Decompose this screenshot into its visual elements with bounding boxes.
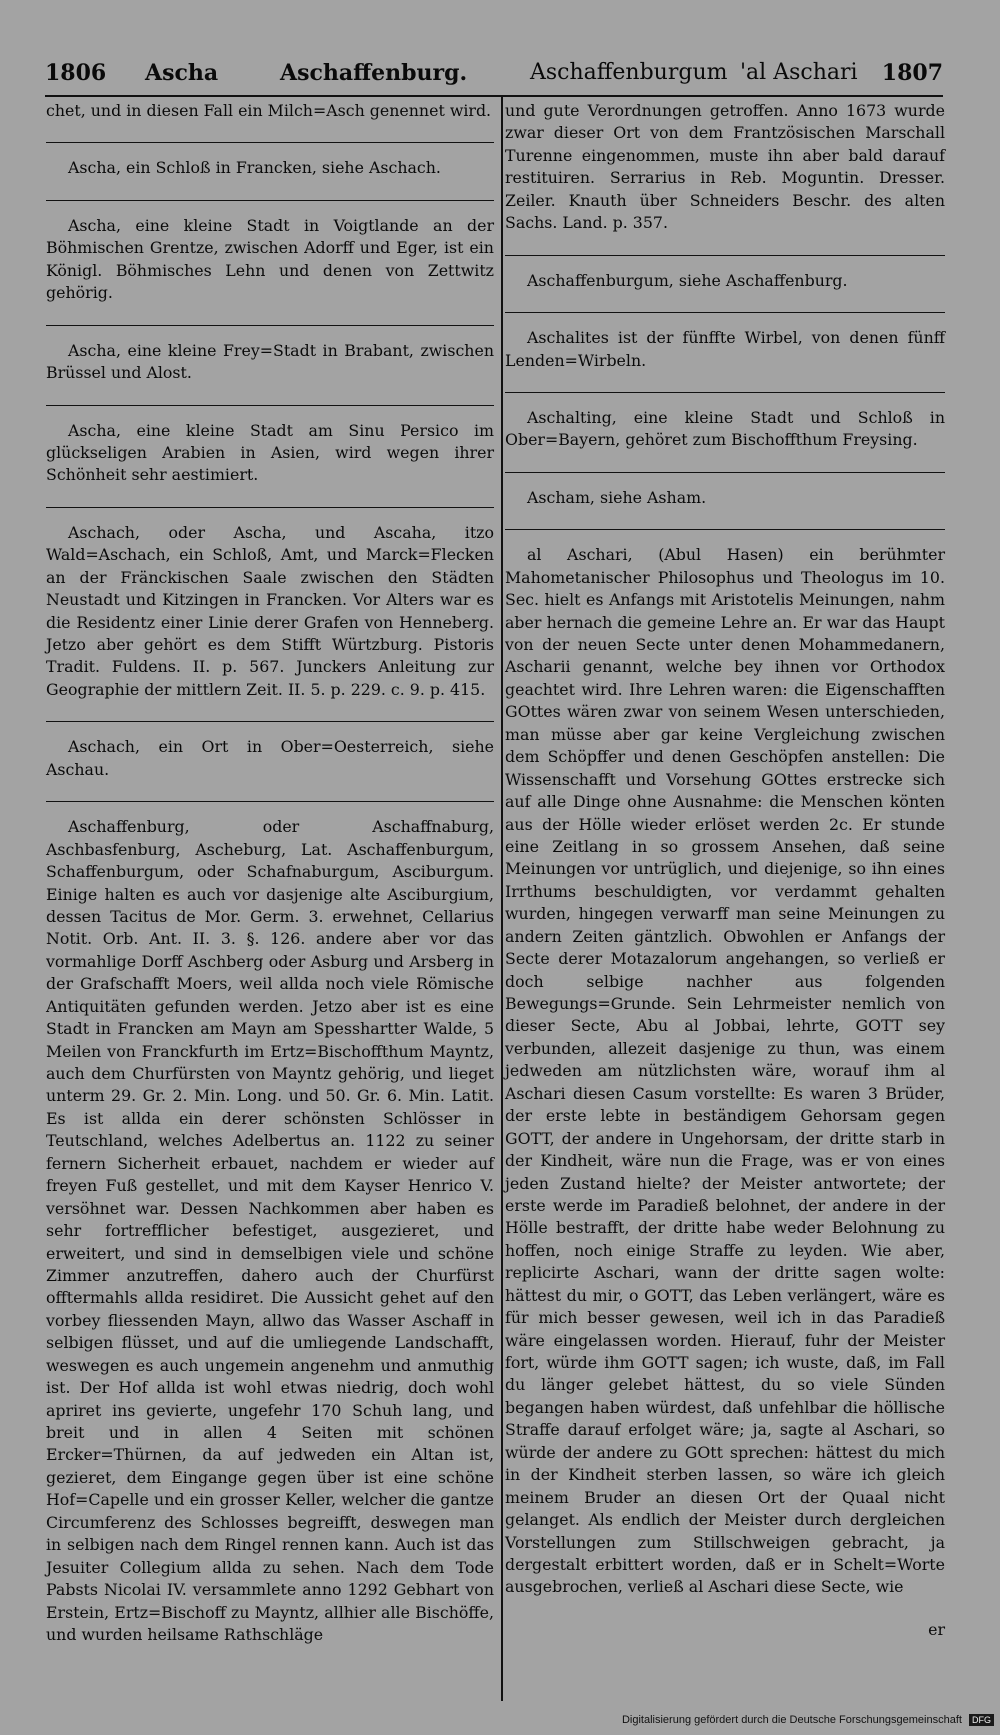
entry-separator [46,801,494,802]
column-divider [501,96,503,1701]
page-number-left: 1806 [45,60,107,86]
entry-paragraph: Ascha, eine kleine Stadt in Voigtlande an der Böhmischen Grentze, zwischen Adorff und Eger, ist ein Königl. Böhmisches Lehn und denen von Zettwitz gehörig. [46,215,494,303]
header-keyword-left-1: Ascha [145,60,219,86]
entry-separator [505,472,945,473]
entry-separator [46,200,494,201]
digitization-credit [622,1714,994,1726]
catchword: er [928,1619,945,1639]
entry-separator [505,312,945,313]
entry-separator [505,529,945,530]
entry-separator [505,255,945,256]
entry-paragraph: Aschaffenburgum, siehe Aschaffenburg. [527,270,848,290]
entry-separator [46,405,494,406]
entry-paragraph: Aschach, ein Ort in Ober=Oesterreich, siehe Aschau. [46,737,494,779]
left-column [46,100,494,1666]
entry-paragraph: chet, und in diesen Fall ein Milch=Asch genennet wird. [46,101,492,120]
entry-paragraph: und gute Verordnungen getroffen. Anno 1673 wurde zwar dieser Ort von dem Frantzösischen Marschall Turenne eingenommen, muste ihn aber bald darauf restituiren. Serrarius in Reb. Moguntin. Dresser. Zeiler. Knauth über Schneiders Beschr. des alten Sachs. Land. p. 357. [505,101,945,233]
header-rule [45,95,943,97]
dfg-logo: DFG [969,1714,994,1726]
header-keyword-right-1: Aschaffenburgum [530,60,728,85]
entry-paragraph: Aschalting, eine kleine Stadt und Schloß in Ober=Bayern, gehöret zum Bischoffthum Freysing. [505,407,945,450]
right-column [505,100,945,1661]
entry-paragraph: Aschalites ist der fünffte Wirbel, von denen fünff Lenden=Wirbeln. [505,328,945,370]
entry-separator [46,142,494,143]
credit-text: Digitalisierung gefördert durch die Deutsche Forschungsgemeinschaft [621,1714,962,1726]
entry-paragraph: Aschaffenburg, oder Aschaffnaburg, Aschbasfenburg, Ascheburg, Lat. Aschaffenburgum, Schaffenburgum, oder Schafnaburgum, Asciburgum. Einige halten es auch vor dasjenige alte Asciburgium, dessen Tacitus de Mor. Germ. 3. erwehnet, Cellarius Notit. Orb. Ant. II. 3. §. 126. andere aber vor das vormahlige Dorff Aschberg oder Asburg und Arsberg in der Grafschafft Moers, weil allda noch viele Römische Antiquitäten gefunden werden. Jetzo aber ist es eine Stadt in Francken am Mayn am Spesshartter Walde, 5 Meilen von Franckfurth im Ertz=Bischoffthum Mayntz, auch dem Churfürsten von Mayntz gehörig, und lieget unterm 29. Gr. 2. Min. Long. und 50. Gr. 6. Min. Latit. Es ist allda ein derer schönsten Schlösser in Teutschland, welches Adelbertus an. 1122 zu seiner fernern Sicherheit erbauet, nachdem er wieder auf freyen Fuß gestellet, und mit dem Kayser Henrico V. versöhnet war. Dessen Nachkommen aber haben es sehr fortrefflicher befestiget, ausgezieret, und erweitert, und sind in demselbigen viele und schöne Zimmer anzutreffen, dahero auch der Churfürst offtermahls allda residiret. Die Aussicht gehet auf den vorbey fliessenden Mayn, allwo das Wasser Aschaff in selbigen flüsset, und auf die umliegende Landschafft, weswegen es auch ungemein angenehm und anmuthig ist. Der Hof allda ist wohl etwas niedrig, doch wohl apriret ins gevierte, ungefehr 170 Schuh lang, und breit und in allen 4 Seiten mit schönen Ercker=Thürnen, da auf jedweden ein Altan ist, gezieret, dem Eingange gegen über ist eine schöne Hof=Capelle und ein grosser Keller, welcher die gantze Circumferenz des Schlosses begreifft, deswegen man in selbigen nach dem Ringel rennen kann. Auch ist das Jesuiter Collegium allda zu sehen. Nach dem Tode Pabsts Nicolai IV. versammlete anno 1292 Gebhart von Erstein, Ertz=Bischoff zu Mayntz, allhier alle Bischöffe, und wurden heilsame Rathschläge [46,817,494,1644]
entry-paragraph: Aschach, oder Ascha, und Ascaha, itzo Wald=Aschach, ein Schloß, Amt, und Marck=Flecken an der Fränckischen Saale zwischen den Städten Neustadt und Kitzingen in Francken. Vor Alters war es die Residentz einer Linie derer Grafen von Henneberg. Jetzo aber gehört es dem Stifft Würtzburg. Pistoris Tradit. Fuldens. II. p. 567. Junckers Anleitung zur Geographie der mittlern Zeit. II. 5. p. 229. c. 9. p. 415. [46,522,494,699]
entry-separator [46,507,494,508]
entry-separator [46,325,494,326]
entry-separator [505,392,945,393]
entry-paragraph: Ascham, siehe Asham. [527,487,707,507]
header-keyword-right-2: 'al Aschari [740,60,858,85]
running-header [45,60,943,94]
entry-paragraph: Ascha, eine kleine Frey=Stadt in Brabant, zwischen Brüssel und Alost. [46,340,494,383]
header-keyword-left-2: Aschaffenburg. [280,60,468,86]
entry-paragraph: Ascha, eine kleine Stadt am Sinu Persico im glückseligen Arabien in Asien, wird wegen ihrer Schönheit sehr aestimiert. [46,420,494,485]
entry-paragraph: Ascha, ein Schloß in Francken, siehe Aschach. [68,158,441,178]
page-number-right: 1807 [881,60,943,86]
entry-paragraph: al Aschari, (Abul Hasen) ein berühmter Mahometanischer Philosophus und Theologus im 10. Sec. hielt es Anfangs mit Aristotelis Meinungen, nahm aber hernach die gemeine Lehre an. Er war das Haupt von der neuen Secte unter denen Mohammedanern, Ascharii genannt, welche bey ihnen vor Orthodox geachtet wird. Ihre Lehren waren: die Eigenschafften GOttes wären zwar von seinem Wesen unterschieden, man müsse aber gar keine Vergleichung zwischen dem Schöpffer und denen Geschöpfen anstellen: Die Wissenschafft und Vorsehung GOttes erstrecke sich auf alle Dinge ohne Ausnahme: die Menschen könten aus der Hölle wieder erlöset werden 2c. Er stunde eine Zeitlang in so grossem Ansehen, daß seine Meinungen vor untrüglich, und diejenige, so ihn eines Irrthums beschuldigten, vor verdammt gehalten wurden, hingegen verwarff man seine Meinungen zu andern Zeiten gäntzlich. Obwohlen er Anfangs der Secte derer Motazalorum angehangen, so verließ er doch selbige nachher aus folgenden Bewegungs=Grunde. Sein Lehrmeister nemlich von dieser Secte, Abu al Jobbai, lehrte, GOTT sey verbunden, allezeit dasjenige zu thun, was einem jedweden am nützlichsten wäre, worauf ihm al Aschari diesen Casum vorstellte: Es waren 3 Brüder, der erste lebte in beständigem Gehorsam gegen GOTT, der andere in Ungehorsam, der dritte starb in der Kindheit, wäre nun die Frage, was er von eines jeden Zustand hielte? der Meister antwortete; der erste werde im Paradieß belohnet, der andere in der Hölle bestrafft, der dritte habe weder Belohnung zu hoffen, noch einige Straffe zu leyden. Wie aber, replicirte Aschari, wann der dritte sagen wolte: hättest du mir, o GOTT, das Leben verlängert, wäre es für mich besser gewesen, weil ich in das Paradieß wäre eingelassen worden. Hierauf, fuhr der Meister fort, würde ihm GOTT sagen; ich wuste, daß, im Fall du länger gelebet hättest, du so viele Sünden begangen haben würdest, daß unfehlbar die höllische Straffe darauf erfolget wäre; ja, sagte al Aschari, so würde der andere zu GOtt sprechen: hättest du mich in der Kindheit sterben lassen, so wäre ich gleich meinem Bruder an diesen Ort der Quaal nicht gelanget. Als endlich der Meister durch dergleichen Vorstellungen zum Stillschweigen gebracht, ja dergestalt erbittert worden, daß er in Schelt=Worte ausgebrochen, verließ al Aschari diese Secte, wie [505,545,945,1597]
entry-separator [46,721,494,722]
